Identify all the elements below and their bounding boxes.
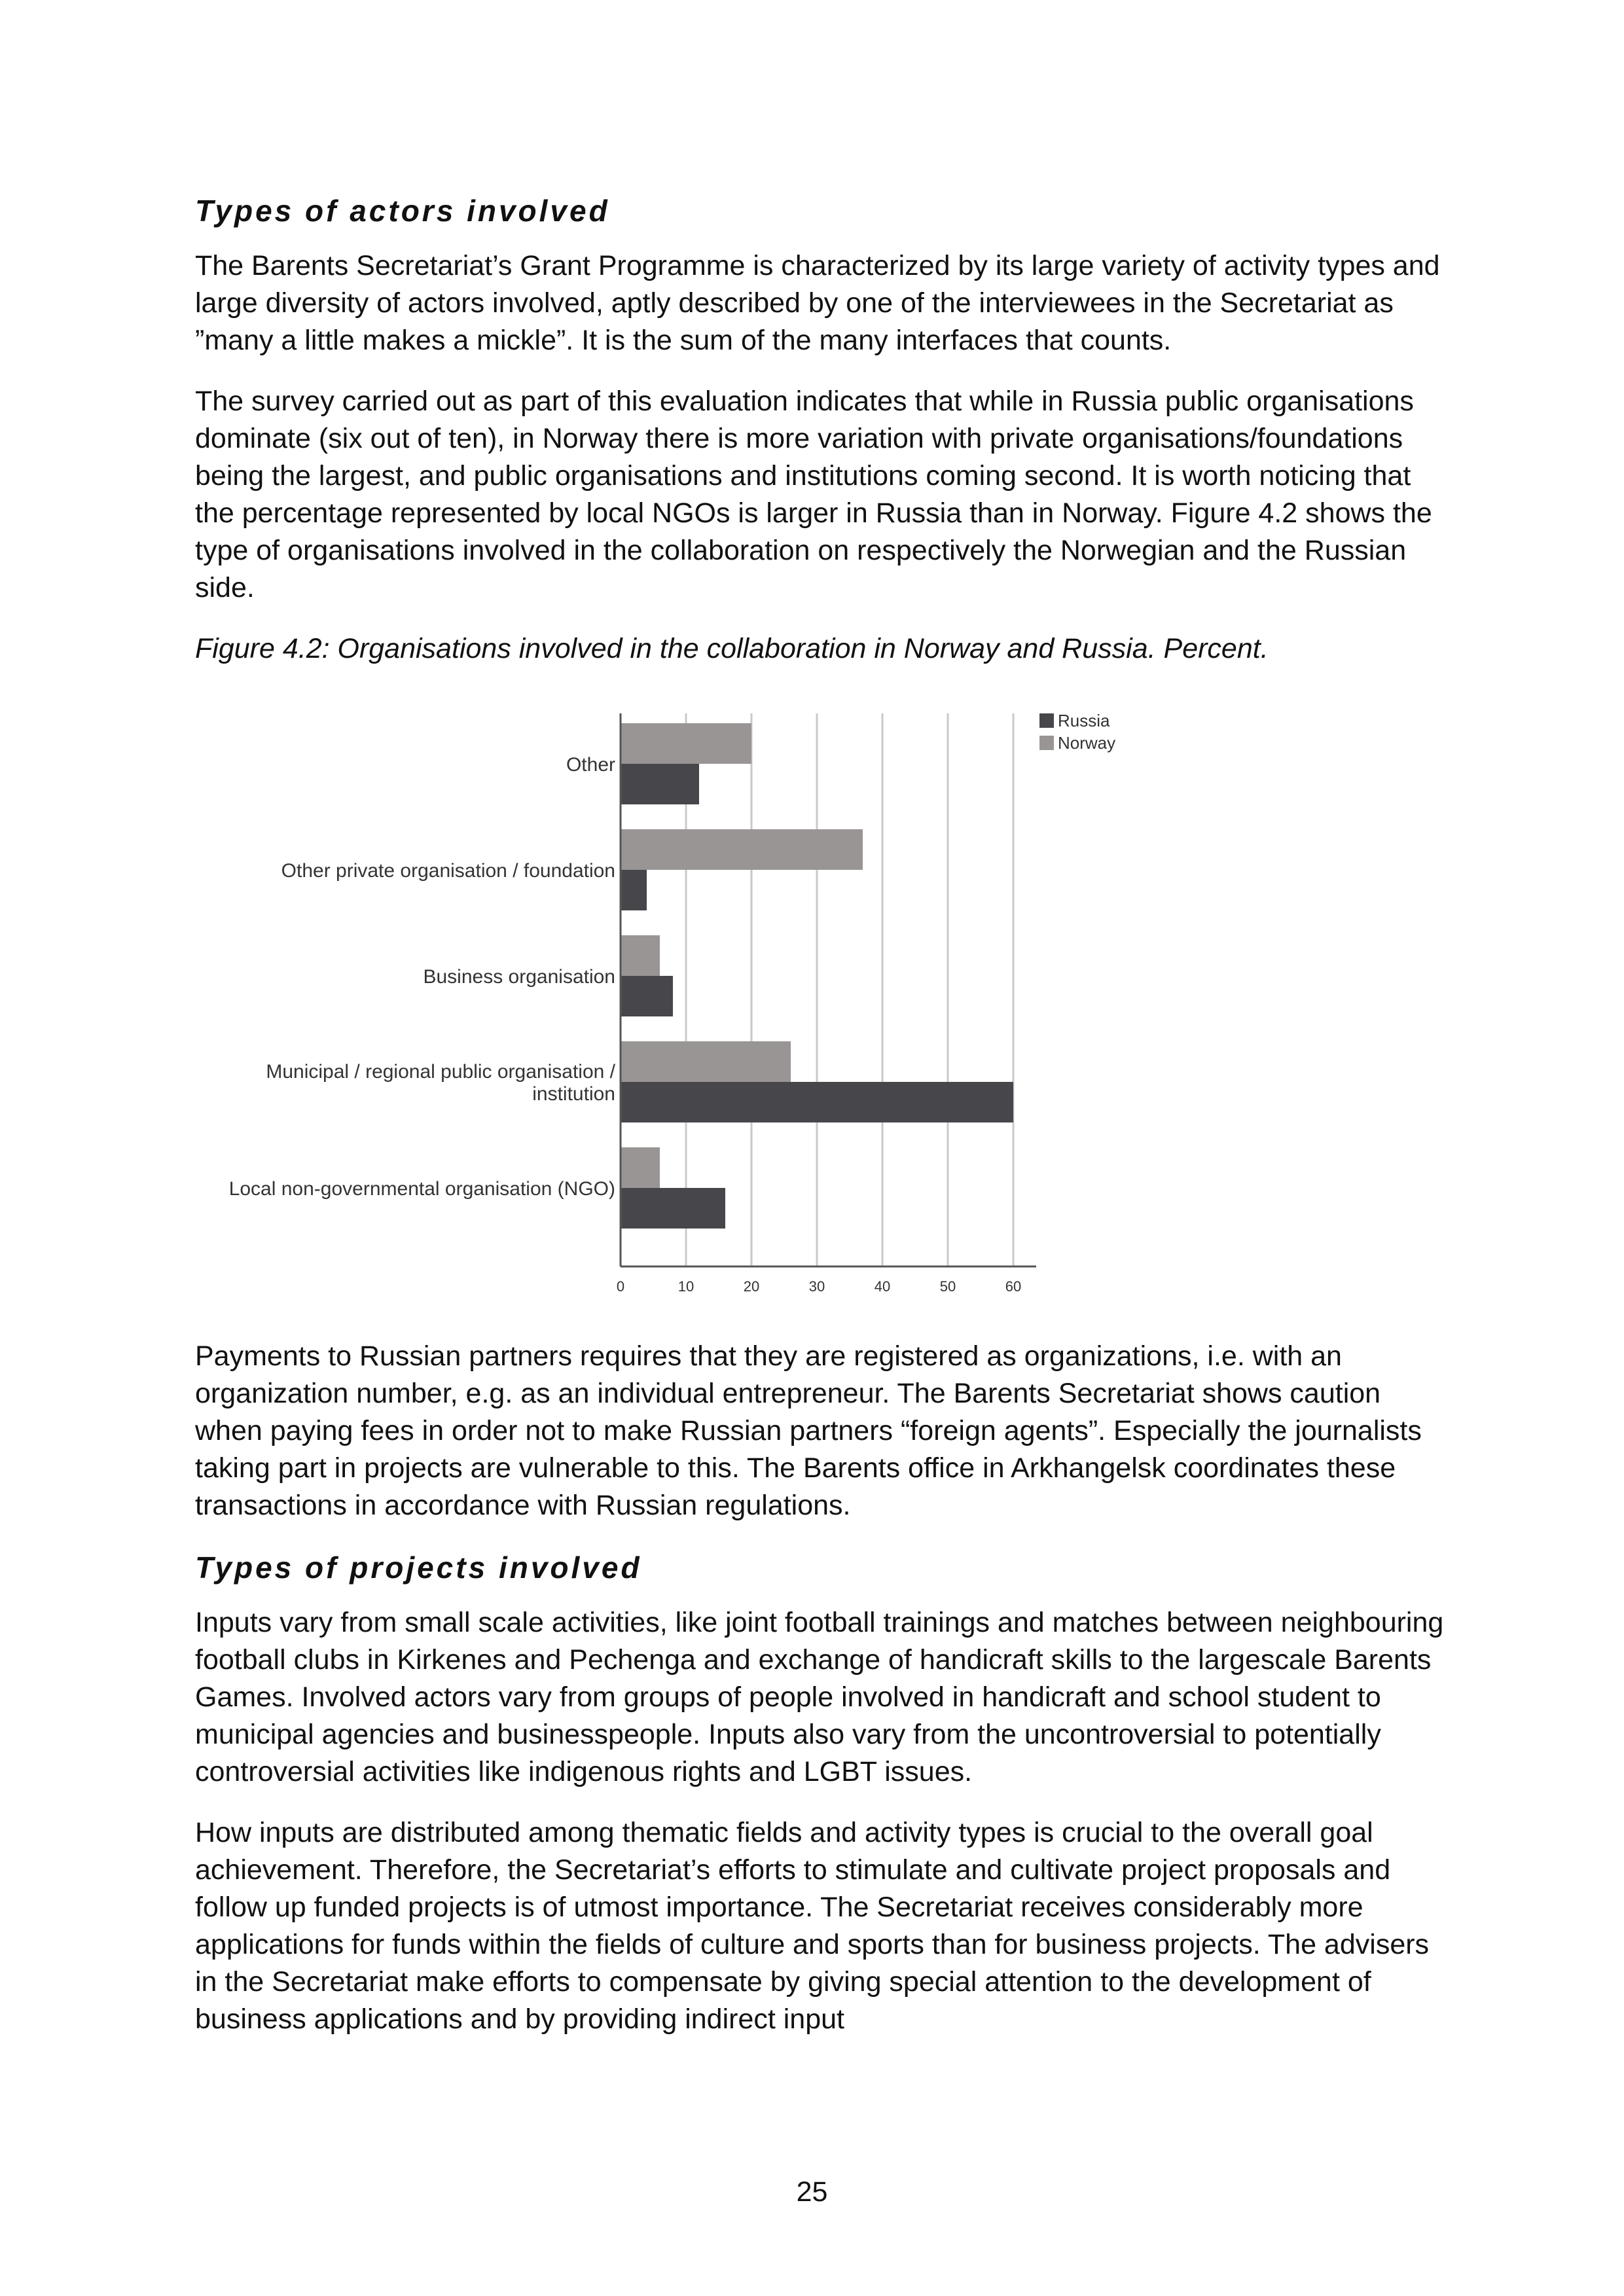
bar-russia <box>621 976 673 1016</box>
page-content <box>195 191 1452 2062</box>
bar-russia <box>621 1082 1013 1122</box>
x-tick-label: 30 <box>808 1278 825 1295</box>
bar-chart <box>195 694 1452 1316</box>
paragraph: Inputs vary from small scale activities, like joint football trainings and matches between neighbouring football clubs in Kirkenes and Pechenga and exchange of handicraft skills to the largescale Barents Games. Involved actors vary from groups of people involved in handicraft and school student to municipal agencies and businesspeople. Inputs also vary from the uncontroversial to potentially controversial activities like indigenous rights and LGBT issues. <box>195 1607 1444 1787</box>
paragraph: How inputs are distributed among thematic fields and activity types is crucial to the overall goal achievement. Therefore, the Secretariat’s efforts to stimulate and cultivate project proposals and follow up funded projects is of utmost importance. The Secretariat receives considerably more applications for funds within the fields of culture and sports than for business projects. The advisers in the Secretariat make efforts to compensate by giving special attention to the development of business applications and by providing indirect input <box>195 1817 1430 2035</box>
legend-swatch-russia <box>1039 713 1054 728</box>
legend-label-russia: Russia <box>1058 711 1110 730</box>
category-label: Business organisation <box>423 966 615 988</box>
bar-russia <box>621 1188 725 1229</box>
legend-swatch-norway <box>1039 736 1054 750</box>
x-tick-label: 0 <box>616 1278 625 1295</box>
x-tick-label: 20 <box>743 1278 760 1295</box>
legend-label-norway: Norway <box>1058 733 1116 753</box>
x-tick-label: 40 <box>874 1278 891 1295</box>
section-heading-actors: Types of actors involved <box>195 194 610 228</box>
page-number: 25 <box>796 2176 828 2208</box>
x-tick-label: 60 <box>1005 1278 1022 1295</box>
bar-norway <box>621 723 751 764</box>
bar-norway <box>621 1041 791 1082</box>
paragraph: The Barents Secretariat’s Grant Programme is characterized by its large variety of activity types and large diversity of actors involved, aptly described by one of the interviewees in the Secretariat as ”many a little makes a mickle”. It is the sum of the many interfaces that counts. <box>195 250 1440 356</box>
figure-4-2-chart <box>195 694 1452 1316</box>
bar-norway <box>621 935 660 976</box>
bar-russia <box>621 870 647 910</box>
category-label: Other <box>566 754 615 776</box>
category-label: institution <box>532 1083 615 1105</box>
category-label: Local non-governmental organisation (NGO) <box>228 1178 615 1200</box>
category-label: Municipal / regional public organisation / <box>266 1061 615 1083</box>
bar-norway <box>621 829 863 870</box>
category-label: Other private organisation / foundation <box>281 860 615 882</box>
paragraph: The survey carried out as part of this evaluation indicates that while in Russia public organisations dominate (six out of ten), in Norway there is more variation with private organisations/foundations being the largest, and public organisations and institutions coming second. It is worth noticing that the percentage represented by local NGOs is larger in Russia than in Norway. Figure 4.2 shows the type of organisations involved in the collaboration on respectively the Norwegian and the Russian side. <box>195 386 1432 603</box>
figure-caption: Figure 4.2: Organisations involved in the collaboration in Norway and Russia. Percent. <box>195 633 1269 664</box>
x-tick-label: 50 <box>939 1278 956 1295</box>
bar-russia <box>621 764 699 804</box>
x-tick-label: 10 <box>677 1278 695 1295</box>
paragraph: Payments to Russian partners requires that they are registered as organizations, i.e. with an organization number, e.g. as an individual entrepreneur. The Barents Secretariat shows caution when paying fees in order not to make Russian partners “foreign agents”. Especially the journalists taking part in projects are vulnerable to this. The Barents office in Arkhangelsk coordinates these transactions in accordance with Russian regulations. <box>195 1340 1422 1521</box>
bar-norway <box>621 1147 660 1188</box>
section-heading-projects: Types of projects involved <box>195 1551 642 1585</box>
